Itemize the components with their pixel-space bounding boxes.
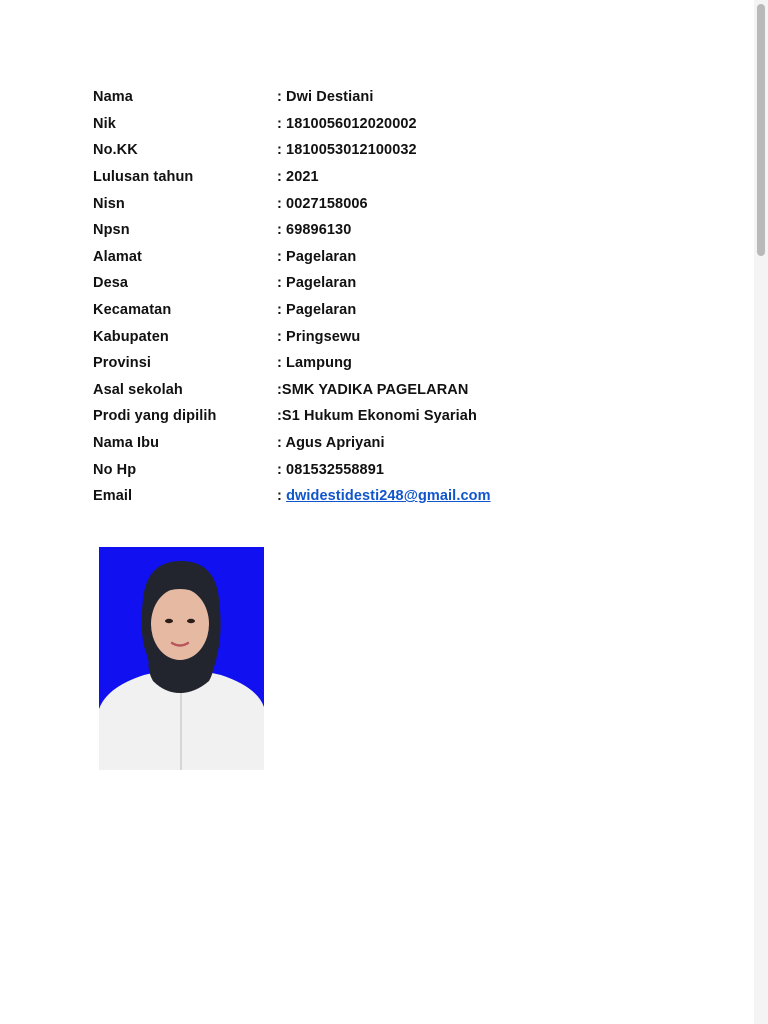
field-value: : 2021 [277,169,319,186]
field-row-provinsi [93,350,613,377]
field-value: :S1 Hukum Ekonomi Syariah [277,408,477,425]
field-row-alamat [93,244,613,271]
field-label: Email [93,488,133,505]
field-row-no-hp [93,456,613,483]
field-value: : Pringsewu [277,328,361,345]
field-value: : Pagelaran [277,302,357,319]
student-info-table [93,84,613,510]
field-label: Lulusan tahun [93,169,194,186]
photo-eye-left [165,619,173,623]
field-row-no-kk [93,137,613,164]
field-row-prodi [93,403,613,430]
field-label: No.KK [93,142,138,159]
field-label: Provinsi [93,355,152,372]
field-row-lulusan-tahun [93,164,613,191]
field-value: : Dwi Destiani [277,89,374,106]
field-row-nama-ibu [93,430,613,457]
field-row-email [93,483,613,510]
field-value: : Pagelaran [277,248,357,265]
field-label: Nama Ibu [93,435,160,452]
photo-face [151,588,209,660]
field-value: : 081532558891 [277,461,385,478]
field-row-nik [93,111,613,138]
field-row-nama [93,84,613,111]
field-row-asal-sekolah [93,377,613,404]
email-prefix: : [277,488,287,505]
field-row-desa [93,270,613,297]
field-value: :SMK YADIKA PAGELARAN [277,381,469,398]
scrollbar-thumb[interactable] [757,4,765,256]
field-row-kecamatan [93,297,613,324]
email-link[interactable]: dwidestidesti248@gmail.com [286,488,491,505]
field-value: : 0027158006 [277,195,368,212]
field-value: : Lampung [277,355,353,372]
photo-eye-right [187,619,195,623]
field-value [277,488,491,504]
field-label: No Hp [93,461,137,478]
field-label: Npsn [93,222,130,239]
field-label: Asal sekolah [93,381,183,398]
field-label: Kecamatan [93,302,172,319]
field-row-kabupaten [93,323,613,350]
field-label: Nisn [93,195,125,212]
field-row-npsn [93,217,613,244]
field-value: : 1810053012100032 [277,142,417,159]
field-label: Nik [93,115,116,132]
field-label: Prodi yang dipilih [93,408,217,425]
field-value: : 1810056012020002 [277,115,417,132]
field-value: : 69896130 [277,222,352,239]
field-value: : Pagelaran [277,275,357,292]
scrollbar-track[interactable] [754,0,768,1024]
field-label: Alamat [93,248,142,265]
field-label: Kabupaten [93,328,169,345]
field-label: Desa [93,275,129,292]
field-value: : Agus Apriyani [277,435,385,452]
field-label: Nama [93,89,133,106]
field-row-nisn [93,190,613,217]
student-photo [99,547,264,770]
